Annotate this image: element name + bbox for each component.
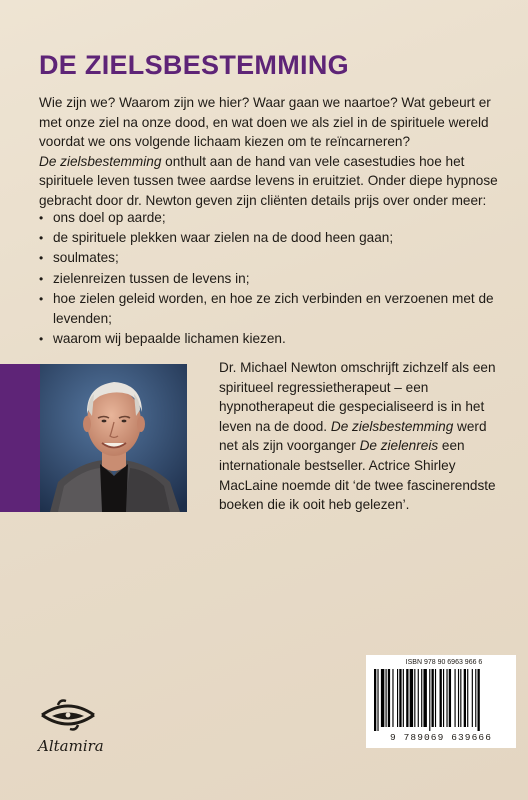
list-item — [39, 248, 499, 268]
list-item-text: de spirituele plekken waar zielen na de dood heen gaan; — [53, 230, 394, 246]
book-title: DE ZIELSBESTEMMING — [39, 50, 349, 80]
barcode-bar — [440, 669, 442, 727]
bullet: • — [39, 332, 44, 347]
barcode — [366, 655, 516, 748]
barcode-bar — [381, 669, 384, 727]
publisher-name: Altamira — [38, 737, 104, 755]
barcode-bar — [449, 669, 451, 727]
barcode-bar — [399, 669, 401, 727]
author-bio — [219, 358, 509, 515]
bio-text-1: Dr. Michael Newton omschrijft zichzelf als een spiritueel regressietherapeut – een hypnotherapeut die gespecialiseerd is in het leven na de dood. — [219, 360, 496, 434]
list-item — [39, 228, 499, 248]
list-item-text: hoe zielen geleid worden, en hoe ze zich verbinden en verzoenen met de levenden; — [53, 290, 494, 327]
barcode-bar — [472, 669, 473, 727]
bullet: • — [39, 211, 44, 225]
intro-paragraph-1: Wie zijn we? Waarom zijn we hier? Waar gaan we naartoe? Wat gebeurt er met onze ziel na onze dood, en wat doen we als ziel in de spirituele wereld voordat we ons volgende lichaam kiezen om te reïncarneren? — [39, 95, 491, 150]
barcode-bar — [475, 669, 476, 727]
barcode-bars — [374, 669, 508, 731]
list-item — [39, 269, 499, 289]
barcode-bar — [374, 669, 376, 731]
bio-book-title-1: De zielsbestemming — [330, 418, 454, 434]
barcode-bar — [455, 669, 456, 727]
bio-text-3: een internationale bestseller. Actrice Shirley MacLaine noemde dit ‘de twee fascinerendste boeken die ik ooit heb gelezen’. — [219, 438, 496, 513]
barcode-bar — [435, 669, 436, 727]
barcode-bar — [446, 669, 447, 727]
list-item-text: ons doel op aarde; — [53, 210, 166, 225]
bullet: • — [39, 291, 44, 306]
barcode-bar — [392, 669, 393, 727]
barcode-bar — [377, 669, 378, 731]
list-item — [39, 329, 499, 349]
barcode-bar — [467, 669, 468, 727]
barcode-bar — [423, 669, 426, 727]
list-item-text: waarom wij bepaalde lichamen kiezen. — [53, 331, 286, 347]
barcode-bar — [410, 669, 413, 727]
list-item — [39, 208, 499, 228]
author-portrait-icon — [40, 364, 187, 512]
barcode-bar — [414, 669, 415, 727]
barcode-bar — [464, 669, 466, 727]
list-item-text: soulmates; — [53, 250, 119, 266]
intro-text — [39, 93, 499, 211]
intro-paragraph-2 — [39, 152, 499, 211]
barcode-bar — [460, 669, 461, 727]
topic-list — [39, 208, 499, 349]
barcode-bar — [429, 669, 430, 731]
barcode-bar — [406, 669, 408, 727]
barcode-bar — [418, 669, 419, 727]
publisher-logo-icon — [38, 695, 98, 735]
bio-text-2: werd net als zijn voorganger — [219, 418, 487, 454]
barcode-bar — [397, 669, 398, 727]
list-item — [39, 289, 499, 329]
barcode-bar — [403, 669, 404, 727]
barcode-bar — [478, 669, 480, 731]
barcode-bar — [388, 669, 390, 727]
barcode-bar — [432, 669, 434, 727]
list-item-text: zielenreizen tussen de levens in; — [53, 270, 250, 286]
barcode-bar — [443, 669, 444, 727]
barcode-number: 9 789069 639666 — [389, 732, 492, 743]
bullet: • — [39, 231, 44, 246]
barcode-bar — [386, 669, 387, 727]
barcode-bar — [421, 669, 422, 727]
accent-bar — [0, 364, 40, 512]
bullet: • — [39, 271, 44, 286]
bio-book-title-2: De zielenreis — [359, 438, 439, 454]
intro-paragraph-2-text: onthult aan de hand van vele casestudies hoe het spirituele leven tussen twee aardse levens in eruitziet. Onder diepe hypnose gebracht door dr. Newton geven zijn cliënten details prijs over onder meer: — [39, 153, 498, 208]
barcode-bar — [458, 669, 459, 727]
intro-book-title: De zielsbestemming — [39, 153, 162, 169]
author-photo — [40, 364, 187, 512]
bullet: • — [39, 251, 44, 266]
isbn-label: ISBN 978 90 6963 966 6 — [405, 659, 483, 666]
